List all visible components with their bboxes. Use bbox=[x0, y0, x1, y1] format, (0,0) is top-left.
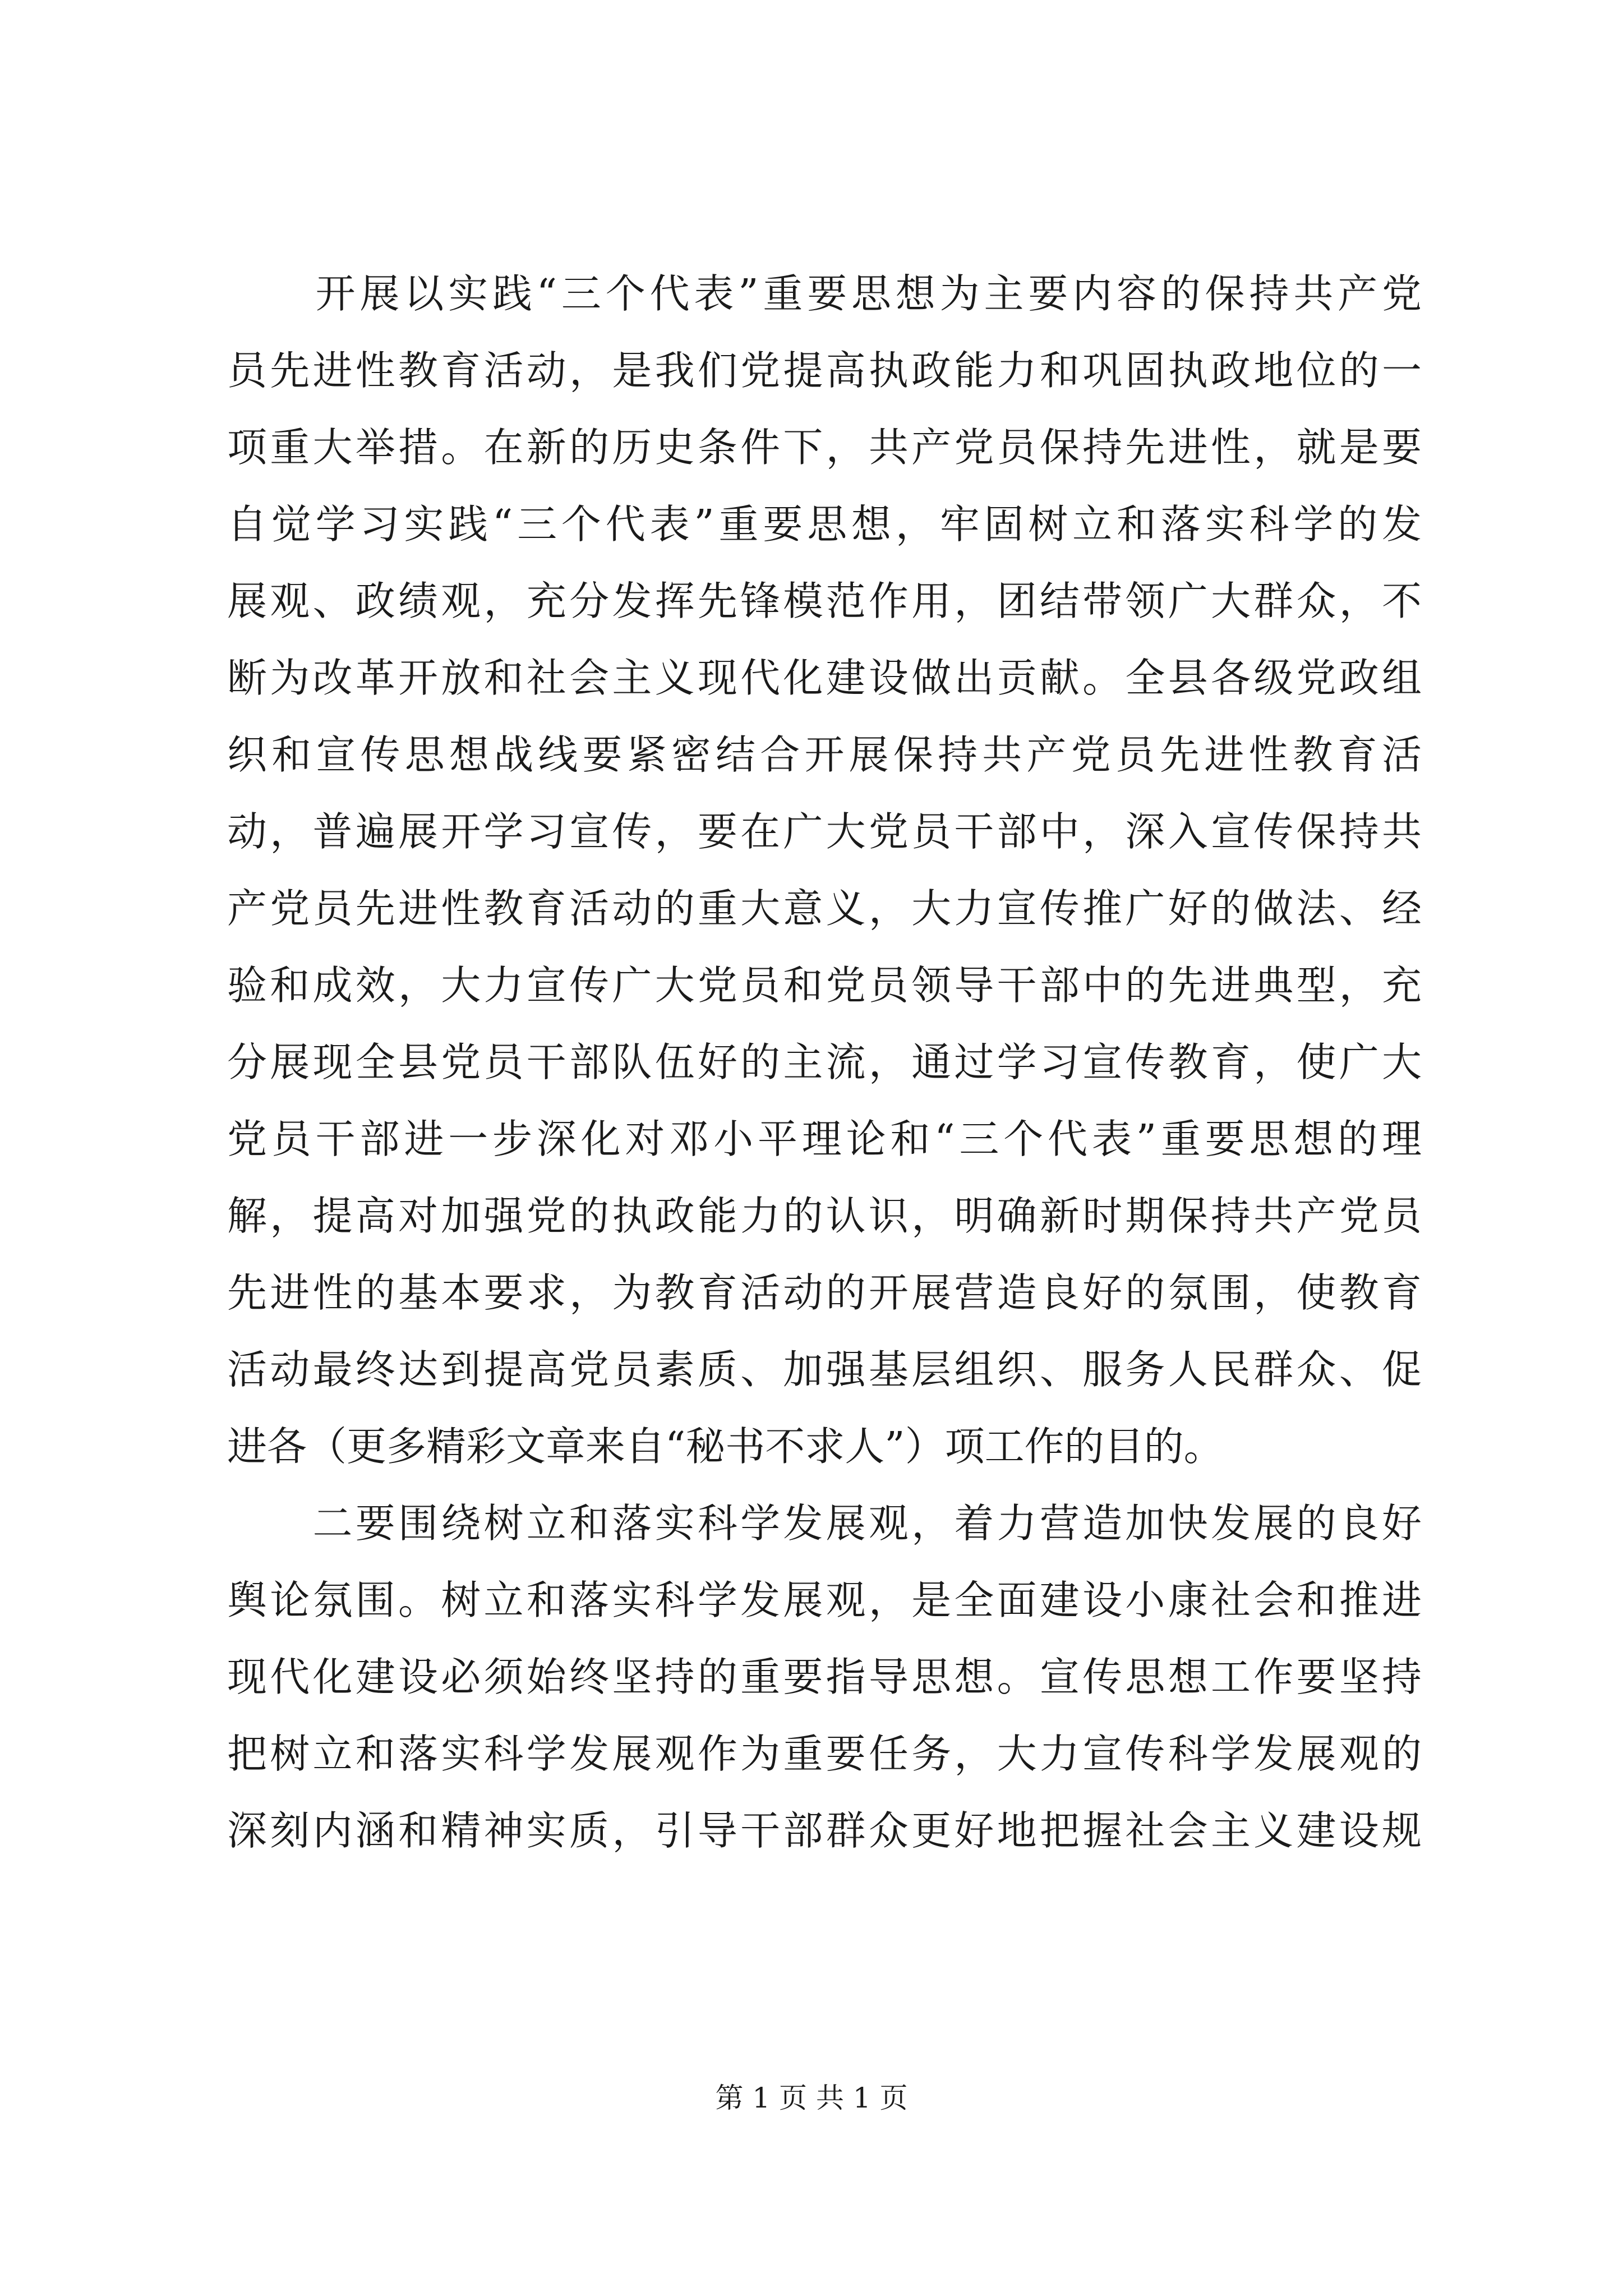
text-line: 分展现全县党员干部队伍好的主流，通过学习宣传教育，使广大 bbox=[227, 1039, 1422, 1085]
text-line: 项重大举措。在新的历史条件下，共产党员保持先进性，就是要 bbox=[227, 424, 1422, 471]
text-line: 解，提高对加强党的执政能力的认识，明确新时期保持共产党员 bbox=[227, 1193, 1422, 1239]
text-line: 舆论氛围。树立和落实科学发展观，是全面建设小康社会和推进 bbox=[227, 1577, 1422, 1623]
paragraph-1 bbox=[227, 255, 1422, 1485]
text-line: 把树立和落实科学发展观作为重要任务，大力宣传科学发展观的 bbox=[227, 1731, 1422, 1777]
paragraph-2 bbox=[227, 1485, 1422, 1869]
text-line: 二要围绕树立和落实科学发展观，着力营造加快发展的良好 bbox=[227, 1500, 1422, 1547]
text-line: 验和成效，大力宣传广大党员和党员领导干部中的先进典型，充 bbox=[227, 962, 1422, 1009]
text-line: 开展以实践“三个代表”重要思想为主要内容的保持共产党 bbox=[227, 270, 1422, 317]
text-line: 进各（更多精彩文章来自“秘书不求人”）项工作的目的。 bbox=[227, 1423, 1224, 1470]
text-line: 党员干部进一步深化对邓小平理论和“三个代表”重要思想的理 bbox=[227, 1116, 1422, 1162]
page-footer bbox=[0, 2078, 1623, 2118]
text-line: 先进性的基本要求，为教育活动的开展营造良好的氛围，使教育 bbox=[227, 1269, 1422, 1316]
text-line: 展观、政绩观，充分发挥先锋模范作用，团结带领广大群众，不 bbox=[227, 578, 1422, 624]
text-line: 员先进性教育活动，是我们党提高执政能力和巩固执政地位的一 bbox=[227, 347, 1422, 394]
text-line: 断为改革开放和社会主义现代化建设做出贡献。全县各级党政组 bbox=[227, 655, 1422, 701]
text-line: 织和宣传思想战线要紧密结合开展保持共产党员先进性教育活 bbox=[227, 731, 1422, 778]
text-line: 深刻内涵和精神实质，引导干部群众更好地把握社会主义建设规 bbox=[227, 1807, 1422, 1854]
text-line: 动，普遍展开学习宣传，要在广大党员干部中，深入宣传保持共 bbox=[227, 808, 1422, 855]
text-line: 活动最终达到提高党员素质、加强基层组织、服务人民群众、促 bbox=[227, 1346, 1422, 1393]
page-number-label: 第 1 页 共 1 页 bbox=[715, 2082, 908, 2114]
text-line: 产党员先进性教育活动的重大意义，大力宣传推广好的做法、经 bbox=[227, 885, 1422, 932]
text-line: 现代化建设必须始终坚持的重要指导思想。宣传思想工作要坚持 bbox=[227, 1654, 1422, 1700]
text-line: 自觉学习实践“三个代表”重要思想，牢固树立和落实科学的发 bbox=[227, 501, 1422, 547]
document-body bbox=[227, 255, 1422, 1869]
